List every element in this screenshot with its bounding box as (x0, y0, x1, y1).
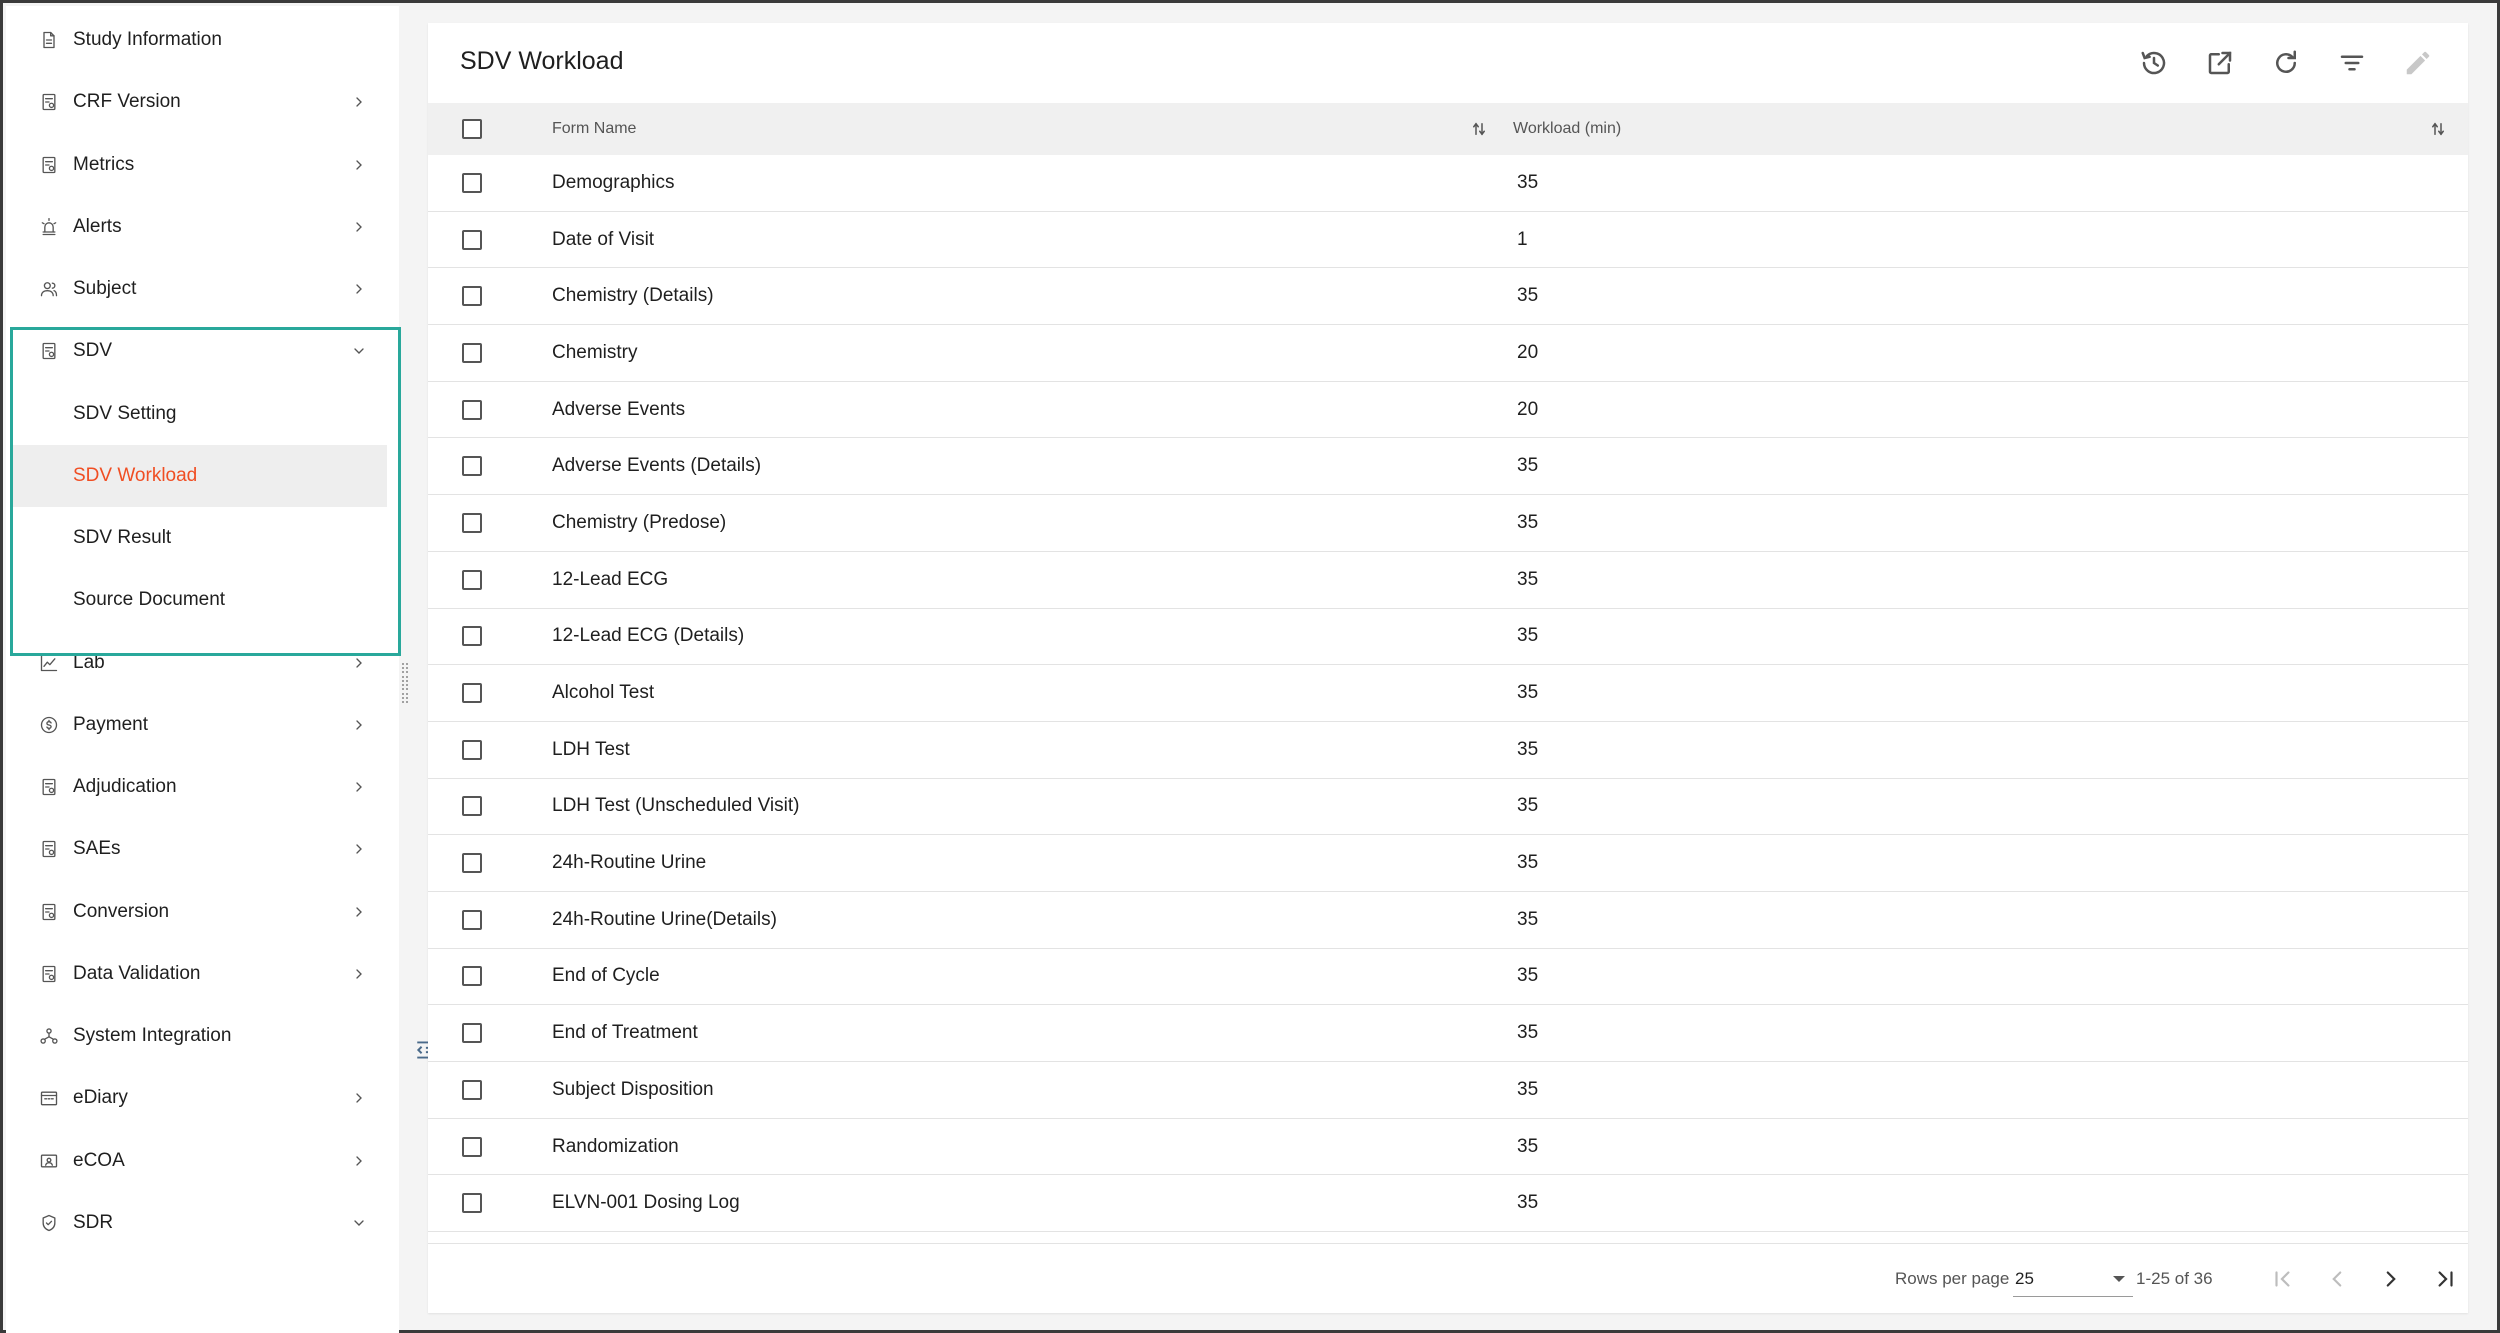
row-checkbox[interactable] (462, 173, 482, 193)
sidebar-subitem-sdv-workload[interactable] (12, 445, 387, 507)
cell-workload: 20 (1517, 398, 1539, 420)
table-footer (428, 1243, 2468, 1313)
table-header (428, 103, 2468, 155)
row-checkbox[interactable] (462, 1080, 482, 1100)
cell-workload: 35 (1517, 511, 1539, 533)
table-row[interactable] (428, 495, 2468, 552)
form-icon (38, 901, 60, 923)
first-page-icon[interactable] (2268, 1264, 2298, 1294)
history-icon[interactable] (2136, 45, 2172, 81)
cell-workload: 35 (1517, 965, 1539, 987)
alarm-icon (38, 216, 60, 238)
form-icon (38, 340, 60, 362)
cell-form-name: Date of Visit (552, 228, 655, 250)
table-row[interactable] (428, 835, 2468, 892)
people-icon (38, 278, 60, 300)
sidebar-subitem-sdv-setting[interactable] (12, 383, 387, 445)
sidebar-subitem-label: Source Document (73, 589, 226, 611)
sidebar-item-label: Study Information (73, 29, 222, 50)
cell-form-name: 24h-Routine Urine(Details) (552, 908, 777, 930)
document-icon (38, 29, 60, 51)
chevron-down-icon (350, 342, 368, 360)
sidebar-item-data-validation[interactable] (6, 943, 399, 1005)
sort-form-name-icon[interactable] (1470, 120, 1488, 138)
chevron-right-icon (350, 654, 368, 672)
table-row[interactable] (428, 1005, 2468, 1062)
cell-form-name: Randomization (552, 1135, 679, 1157)
cell-form-name: Demographics (552, 171, 675, 193)
row-checkbox[interactable] (462, 286, 482, 306)
cell-form-name: End of Cycle (552, 965, 660, 987)
row-checkbox[interactable] (462, 910, 482, 930)
chevron-right-icon (350, 218, 368, 236)
sort-workload-icon[interactable] (2429, 120, 2447, 138)
chevron-right-icon (350, 1089, 368, 1107)
select-all-checkbox[interactable] (462, 119, 482, 139)
table-row[interactable] (428, 1119, 2468, 1176)
sidebar-subitem-label: SDV Workload (73, 464, 198, 486)
cell-form-name: Chemistry (Details) (552, 285, 714, 307)
form-icon (38, 776, 60, 798)
chevron-right-icon (350, 1152, 368, 1170)
table-row[interactable] (428, 665, 2468, 722)
sidebar-item-sdv[interactable] (6, 320, 399, 382)
cell-workload: 35 (1517, 171, 1539, 193)
filter-icon[interactable] (2334, 45, 2370, 81)
cell-form-name: Adverse Events (Details) (552, 455, 762, 477)
cell-workload: 35 (1517, 1192, 1539, 1214)
payment-icon (38, 714, 60, 736)
ecoa-icon (38, 1150, 60, 1172)
row-checkbox[interactable] (462, 570, 482, 590)
cell-workload: 35 (1517, 455, 1539, 477)
chevron-right-icon (350, 903, 368, 921)
row-checkbox[interactable] (462, 966, 482, 986)
rows-per-page-select[interactable] (2013, 1261, 2133, 1297)
sidebar-item-label: SAEs (73, 838, 121, 860)
column-header-form-name[interactable]: Form Name (552, 120, 637, 137)
sidebar-item-label: Metrics (73, 153, 135, 175)
rows-per-page-label: Rows per page (1895, 1268, 2010, 1288)
page-info: 1-25 of 36 (2136, 1268, 2213, 1288)
chevron-right-icon (350, 156, 368, 174)
row-checkbox[interactable] (462, 683, 482, 703)
form-icon (38, 91, 60, 113)
column-header-workload[interactable]: Workload (min) (1513, 120, 1622, 137)
sidebar-item-label: Adjudication (73, 776, 177, 797)
sidebar-item-label: Lab (73, 651, 105, 673)
chevron-right-icon (350, 965, 368, 983)
row-checkbox[interactable] (462, 1023, 482, 1043)
cell-form-name: Chemistry (552, 341, 638, 363)
row-checkbox[interactable] (462, 1137, 482, 1157)
table-row[interactable] (428, 1062, 2468, 1119)
sidebar-item-label: System Integration (73, 1025, 232, 1046)
last-page-icon[interactable] (2430, 1264, 2460, 1294)
cell-form-name: End of Treatment (552, 1022, 698, 1044)
sidebar-item-subject[interactable] (6, 258, 399, 320)
table-row[interactable] (428, 438, 2468, 495)
refresh-icon[interactable] (2268, 45, 2304, 81)
diary-icon (38, 1087, 60, 1109)
table-row[interactable] (428, 779, 2468, 836)
sidebar-item-label: Subject (73, 278, 137, 299)
cell-workload: 35 (1517, 908, 1539, 930)
cell-workload: 1 (1517, 228, 1528, 250)
chevron-right-icon (350, 280, 368, 298)
chevron-right-icon (350, 778, 368, 796)
chart-icon (38, 652, 60, 674)
chevron-down-icon (350, 1214, 368, 1232)
row-checkbox[interactable] (462, 626, 482, 646)
row-checkbox[interactable] (462, 456, 482, 476)
previous-page-icon[interactable] (2322, 1264, 2352, 1294)
cell-form-name: ELVN-001 Dosing Log (552, 1192, 740, 1214)
sidebar-item-conversion[interactable] (6, 881, 399, 943)
sidebar-item-label: Conversion (73, 900, 170, 922)
sidebar-item-ediary[interactable] (6, 1067, 399, 1129)
sidebar-item-system-integration[interactable] (6, 1005, 399, 1067)
cell-workload: 35 (1517, 568, 1539, 590)
sidebar-item-label: eDiary (73, 1087, 128, 1109)
cell-form-name: 12-Lead ECG (552, 568, 669, 590)
cell-workload: 35 (1517, 738, 1539, 760)
cell-workload: 35 (1517, 1022, 1539, 1044)
cell-form-name: Adverse Events (552, 398, 686, 420)
chevron-right-icon (350, 716, 368, 734)
row-checkbox[interactable] (462, 343, 482, 363)
cell-workload: 35 (1517, 1078, 1539, 1100)
cell-workload: 35 (1517, 795, 1539, 817)
shield-icon (38, 1212, 60, 1234)
sidebar-item-label: SDR (73, 1211, 114, 1233)
sidebar-item-label: Data Validation (73, 962, 201, 984)
sidebar-item-label: eCOA (73, 1149, 125, 1171)
form-icon (38, 838, 60, 860)
table-row[interactable] (428, 722, 2468, 779)
sidebar-item-crf-version[interactable] (6, 71, 399, 133)
cell-form-name: LDH Test (552, 738, 630, 760)
sidebar-item-payment[interactable] (6, 694, 399, 756)
form-icon (38, 963, 60, 985)
cell-form-name: Alcohol Test (552, 682, 655, 704)
table-row[interactable] (428, 212, 2468, 269)
chevron-right-icon (350, 840, 368, 858)
edit-icon[interactable] (2400, 45, 2436, 81)
sidebar-subitem-sdv-result[interactable] (12, 507, 387, 569)
page-title: SDV Workload (460, 47, 624, 75)
table-row[interactable] (428, 609, 2468, 666)
row-checkbox[interactable] (462, 796, 482, 816)
row-checkbox[interactable] (462, 740, 482, 760)
cell-workload: 35 (1517, 852, 1539, 874)
cell-form-name: 24h-Routine Urine (552, 852, 707, 874)
cell-workload: 35 (1517, 682, 1539, 704)
table-body (428, 155, 2468, 1232)
sidebar-item-label: Alerts (73, 215, 122, 237)
cell-workload: 35 (1517, 1135, 1539, 1157)
table-row[interactable] (428, 892, 2468, 949)
toolbar (2136, 43, 2436, 83)
form-icon (38, 154, 60, 176)
dropdown-arrow-icon (2113, 1276, 2125, 1282)
cell-workload: 35 (1517, 625, 1539, 647)
sidebar (6, 6, 399, 1333)
cell-form-name: Chemistry (Predose) (552, 511, 727, 533)
pagination (2268, 1264, 2460, 1294)
cell-workload: 20 (1517, 341, 1539, 363)
sidebar-item-label: CRF Version (73, 91, 181, 113)
sidebar-item-ecoa[interactable] (6, 1130, 399, 1192)
sidebar-item-sdr[interactable] (6, 1192, 399, 1254)
table-row[interactable] (428, 949, 2468, 1006)
table-row[interactable] (428, 268, 2468, 325)
sidebar-item-adjudication[interactable] (6, 756, 399, 818)
chevron-right-icon (350, 93, 368, 111)
sidebar-resize-handle[interactable] (401, 663, 409, 703)
sidebar-item-label: Payment (73, 713, 148, 735)
row-checkbox[interactable] (462, 853, 482, 873)
main-card (428, 23, 2468, 1313)
sidebar-item-lab[interactable] (6, 632, 399, 694)
sidebar-item-saes[interactable] (6, 818, 399, 880)
sidebar-item-metrics[interactable] (6, 134, 399, 196)
sidebar-subitem-label: SDV Result (73, 527, 172, 548)
table-row[interactable] (428, 552, 2468, 609)
table-row[interactable] (428, 325, 2468, 382)
cell-form-name: 12-Lead ECG (Details) (552, 625, 745, 647)
table-row[interactable] (428, 155, 2468, 212)
rows-per-page-value: 25 (2015, 1268, 2034, 1288)
sidebar-subitem-source-document[interactable] (12, 569, 387, 631)
network-icon (38, 1025, 60, 1047)
table-row[interactable] (428, 1175, 2468, 1232)
row-checkbox[interactable] (462, 230, 482, 250)
sidebar-item-label: SDV (73, 340, 113, 362)
sidebar-item-study-information[interactable] (6, 9, 399, 71)
cell-form-name: Subject Disposition (552, 1078, 714, 1100)
table-row[interactable] (428, 382, 2468, 439)
sidebar-subitem-label: SDV Setting (73, 402, 177, 424)
row-checkbox[interactable] (462, 400, 482, 420)
next-page-icon[interactable] (2376, 1264, 2406, 1294)
sidebar-item-alerts[interactable] (6, 196, 399, 258)
open-external-icon[interactable] (2202, 45, 2238, 81)
cell-form-name: LDH Test (Unscheduled Visit) (552, 795, 800, 817)
cell-workload: 35 (1517, 285, 1539, 307)
row-checkbox[interactable] (462, 1193, 482, 1213)
row-checkbox[interactable] (462, 513, 482, 533)
